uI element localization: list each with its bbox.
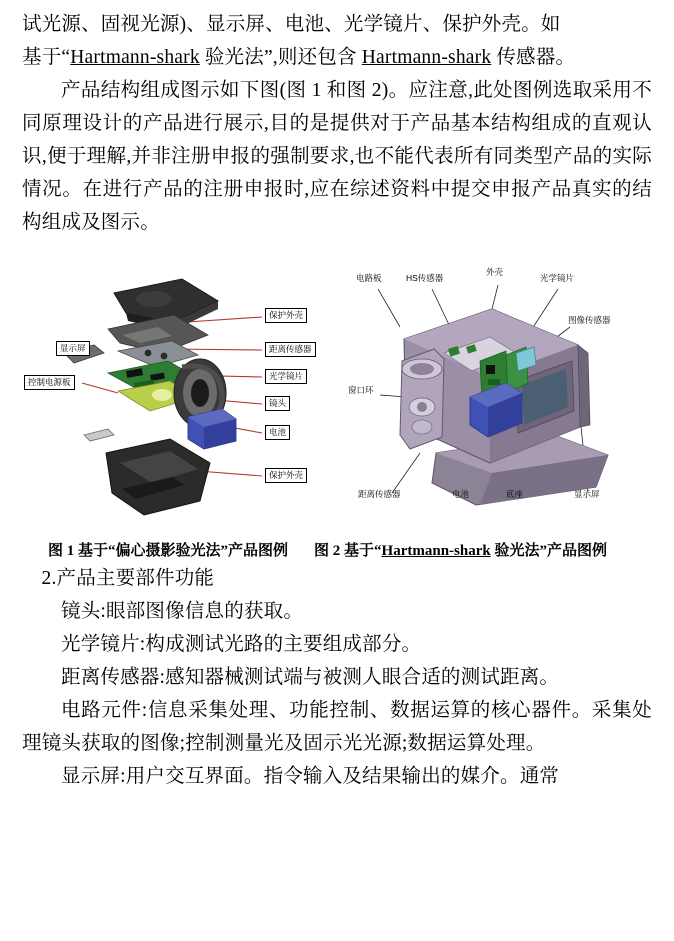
feature-item-optical-lens: 光学镜片:构成测试光路的主要组成部分。 <box>61 634 422 655</box>
paragraph-2: 产品结构组成图示如下图(图 1 和图 2)。应注意,此处图例选取采用不同原理设计的产品进行展示,目的是提供对于产品基本结构组成的直观认识,便于理解,并非注册申报的强制要求,也不能代表所有同类型产品的实际情况。在进行产品的注册申报时,应在综述资料中提交申报产品真实的结构组成及图示。 <box>22 80 652 233</box>
figure2-label-7: 电池 <box>452 489 470 499</box>
paragraph-1 <box>22 8 652 74</box>
figure-2-caption-underline: Hartmann-shark <box>381 543 491 559</box>
figure-2-cutaway-view <box>340 257 652 532</box>
para1-underline-2: Hartmann-shark <box>361 47 492 68</box>
figure1-label-6: 显示屏 <box>56 341 90 356</box>
figure-2-caption-pre: 图 2 基于“ <box>314 543 382 559</box>
figure-1-drawing <box>22 257 322 532</box>
figure2-label-6: 距离传感器 <box>358 489 401 499</box>
figure-captions <box>22 540 652 562</box>
feature-item-circuit: 电路元件:信息采集处理、功能控制、数据运算的核心器件。采集处理镜头获取的图像;控制测量光及固示光光源;数据运算处理。 <box>22 700 652 754</box>
figure2-label-5: 窗口环 <box>348 385 374 395</box>
para1-run-3: 验光法”,则还包含 <box>199 47 362 68</box>
para1-run-4: 传感器。 <box>491 47 576 68</box>
figure-2-caption <box>314 540 607 562</box>
figure2-label-1: HS传感器 <box>406 273 444 283</box>
feature-item-lens: 镜头:眼部图像信息的获取。 <box>61 601 304 622</box>
figure1-label-2: 光学镜片 <box>265 369 307 384</box>
figure-1-caption: 图 1 基于“偏心摄影验光法”产品图例 <box>48 543 289 559</box>
para1-underline-1: Hartmann-shark <box>70 47 200 68</box>
feature-item-distance-sensor: 距离传感器:感知器械测试端与被测人眼合适的测试距离。 <box>61 667 560 688</box>
feature-item-display: 显示屏:用户交互界面。指令输入及结果输出的媒介。通常 <box>61 766 560 787</box>
para1-run-2: 基于“ <box>22 47 71 68</box>
figure1-label-0: 保护外壳 <box>265 308 307 323</box>
figure2-label-8: 底座 <box>506 489 524 499</box>
figure2-label-0: 电路板 <box>356 273 382 283</box>
para1-run-1: 试光源、固视光源)、显示屏、电池、光学镜片、保护外壳。如 <box>22 14 561 35</box>
section-heading: 2.产品主要部件功能 <box>41 568 215 589</box>
figure2-label-3: 光学镜片 <box>540 273 575 283</box>
figure1-label-4: 电池 <box>265 425 290 440</box>
figure1-label-7: 控制电源板 <box>24 375 75 390</box>
figure1-label-5: 保护外壳 <box>265 468 307 483</box>
figure2-label-9: 显示屏 <box>574 489 600 499</box>
figure1-label-3: 镜头 <box>265 396 290 411</box>
figure2-label-4: 图像传感器 <box>568 315 611 325</box>
figure1-label-1: 距离传感器 <box>265 342 316 357</box>
figure-group <box>22 257 652 532</box>
figure-2-caption-post: 验光法”产品图例 <box>490 543 607 559</box>
figure-1-exploded-view <box>22 257 322 532</box>
figure2-label-2: 外壳 <box>486 267 504 277</box>
